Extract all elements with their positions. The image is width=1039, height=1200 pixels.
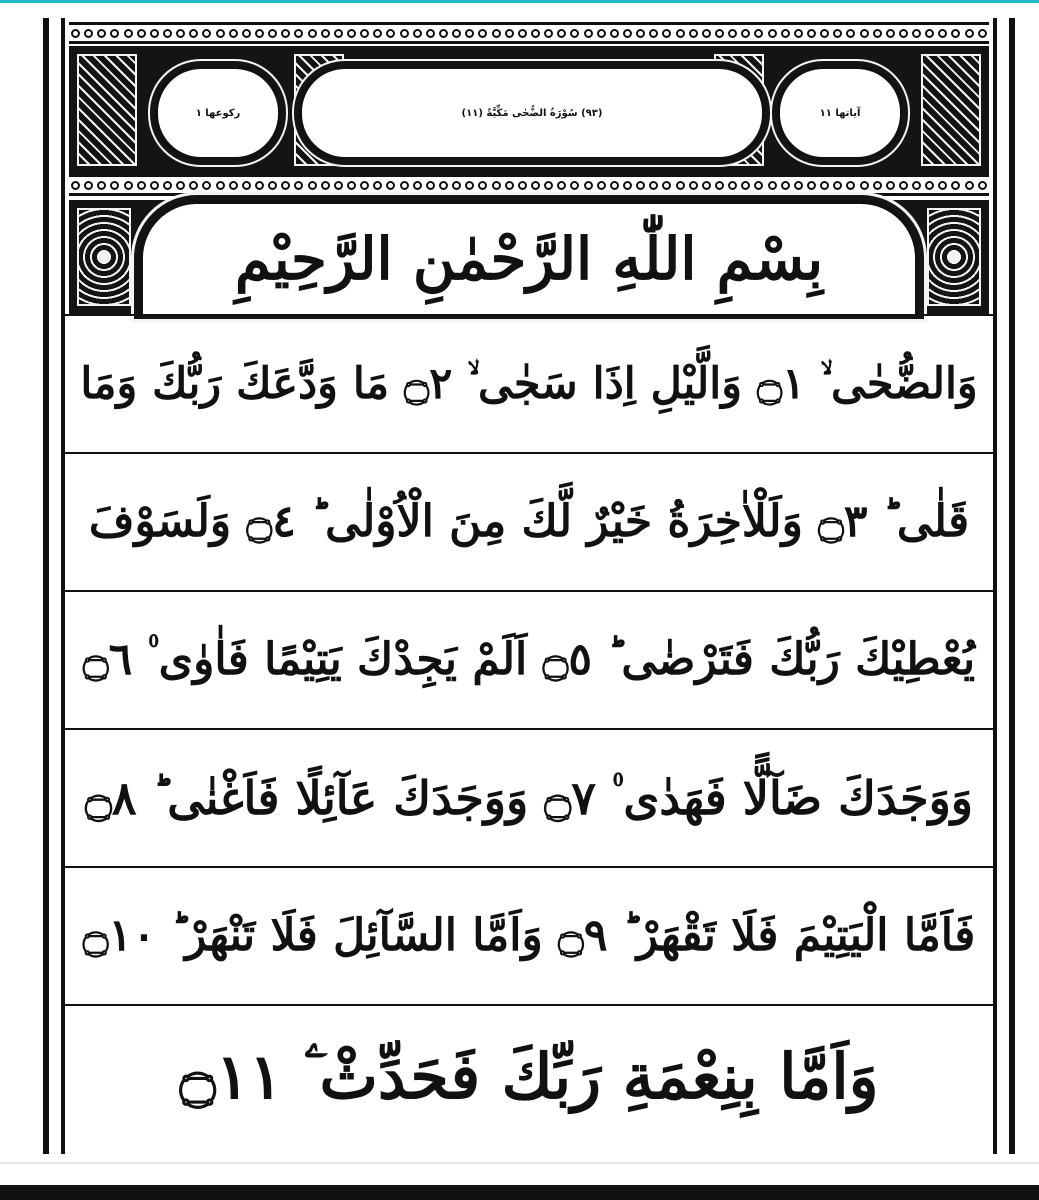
surah-header [69, 22, 989, 314]
surah-title: (۹۳) سُوْرَةُ الضُّحٰی مَكِّيَّةٌ (۱۱) [299, 66, 765, 160]
ornament-right-icon [921, 54, 981, 166]
verse-line [65, 1004, 993, 1148]
verse-line-text: وَوَجَدَكَ ضَآلًّا فَهَدٰى ۠ ۝٧ وَوَجَدَكَ عَآئِلًا فَاَغْنٰى ؕ ۝٨ [84, 771, 974, 825]
bottom-bar [0, 1185, 1039, 1200]
verse-lines [65, 314, 993, 1154]
ayat-count-label: آیاتها ۱۱ [777, 66, 903, 160]
ornament-left-icon [77, 54, 137, 166]
mushaf-page [43, 18, 1015, 1154]
title-band [69, 46, 989, 174]
bead-border-middle [69, 174, 989, 196]
ruku-count-label: رکوعها ۱ [155, 66, 281, 160]
basmala: بِسْمِ اللّٰهِ الرَّحْمٰنِ الرَّحِيْمِ [234, 225, 824, 293]
top-accent-line [0, 0, 1039, 3]
verse-line-text: فَاَمَّا الْيَتِيْمَ فَلَا تَقْهَرْ ؕ ۝٩ وَاَمَّا السَّآئِلَ فَلَا تَنْهَرْ ؕ ۝١٠ [82, 910, 976, 961]
basmala-band [69, 200, 989, 314]
verse-line-text: وَاَمَّا بِنِعْمَةِ رَبِّكَ فَحَدِّثْ ۧ ۝١١ [179, 1040, 879, 1113]
verse-line [65, 452, 993, 590]
floral-ornament-left-icon [77, 208, 131, 306]
basmala-arch [139, 200, 919, 314]
verse-line [65, 866, 993, 1004]
bead-border-top [69, 22, 989, 44]
bottom-divider [0, 1162, 1039, 1164]
floral-ornament-right-icon [927, 208, 981, 306]
verse-line [65, 314, 993, 452]
verse-line-text: وَالضُّحٰى ۙ ۝١ وَالَّيْلِ اِذَا سَجٰى ۙ ۝٢ مَا وَدَّعَكَ رَبُّكَ وَمَا [80, 358, 978, 409]
verse-line-text: يُعْطِيْكَ رَبُّكَ فَتَرْضٰى ؕ ۝٥ اَلَمْ يَجِدْكَ يَتِيْمًا فَاٰوٰى ۠ ۝٦ [82, 634, 976, 685]
verse-line [65, 728, 993, 866]
verse-line [65, 590, 993, 728]
verse-line-text: قَلٰى ؕ ۝٣ وَلَلْاٰخِرَةُ خَيْرٌ لَّكَ مِنَ الْاُوْلٰى ؕ ۝٤ وَلَسَوْفَ [88, 496, 970, 547]
